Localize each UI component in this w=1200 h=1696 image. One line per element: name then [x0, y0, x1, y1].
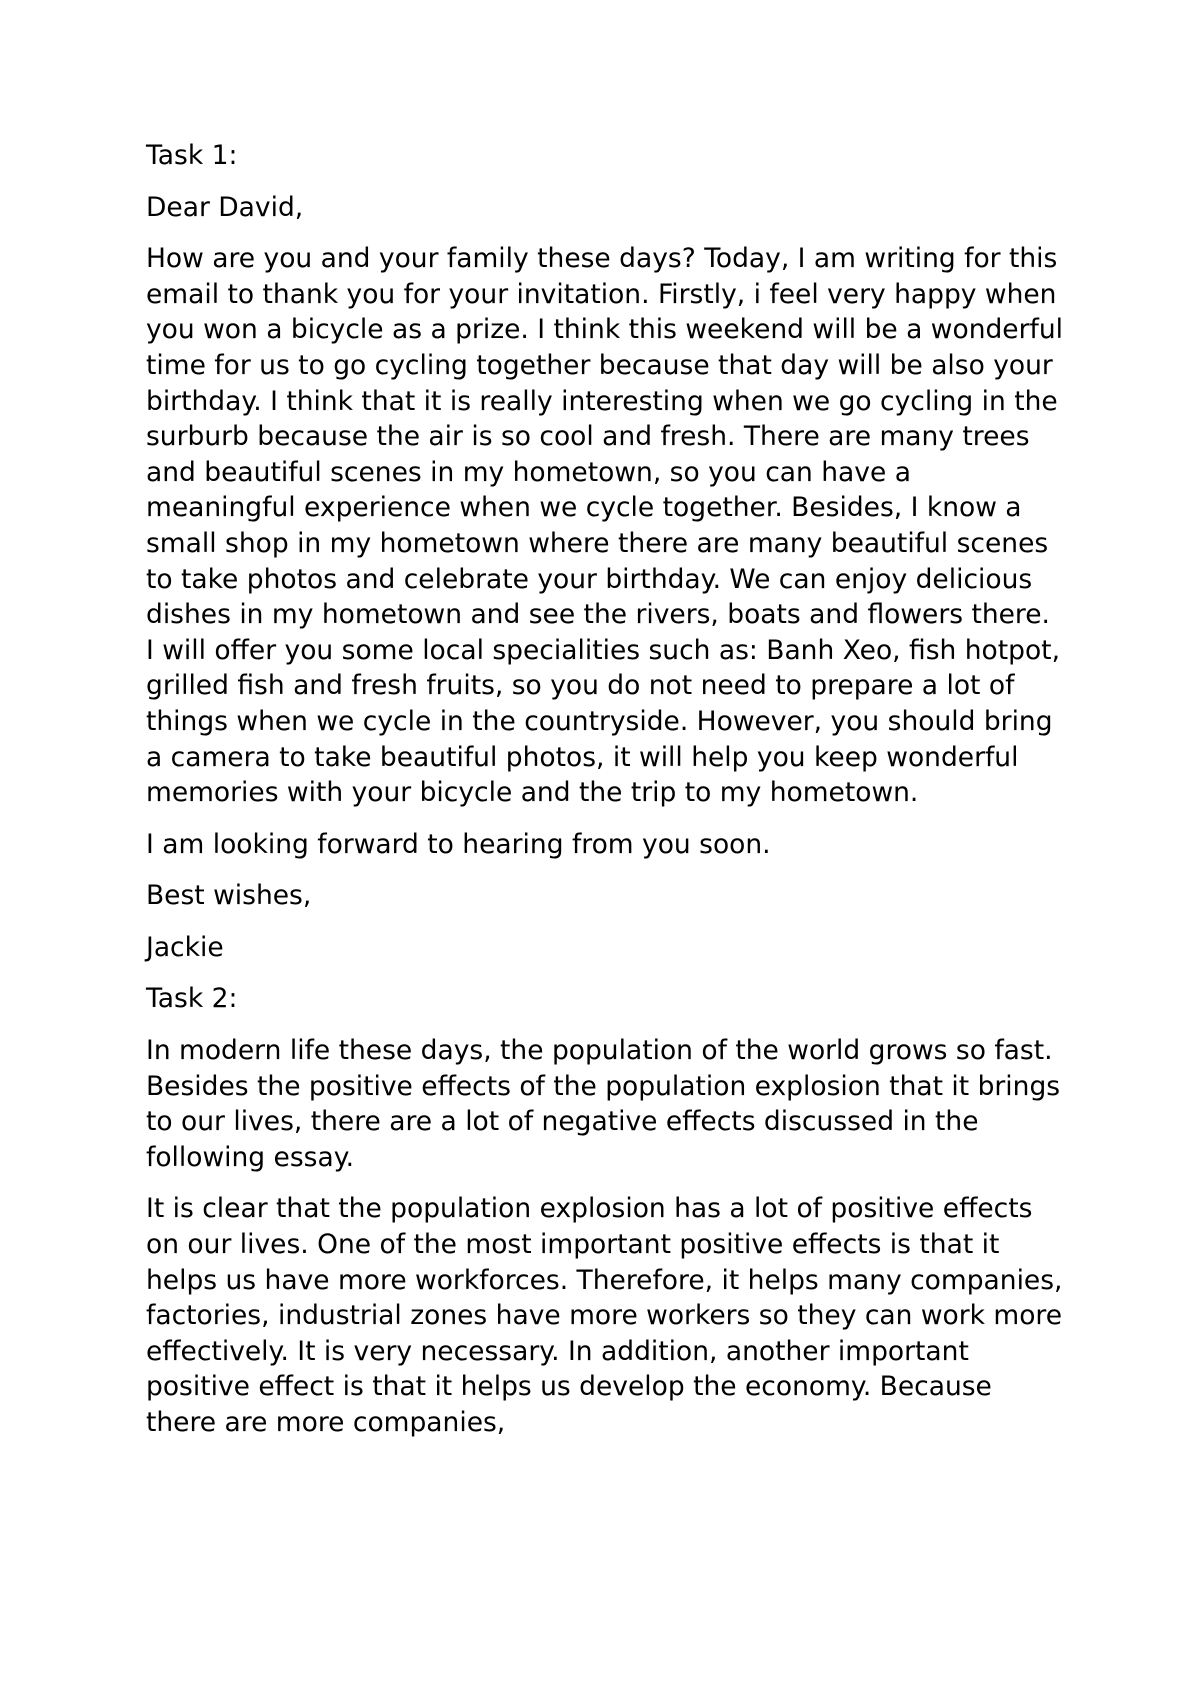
essay-intro-paragraph: In modern life these days, the population of the world grows so fast. Besides the positive effects of the population explosion that it brings to our lives, there are a lot of negative effects discussed in the following essay. [146, 1035, 1061, 1173]
letter-greeting: Dear David, [146, 191, 304, 223]
task2-heading: Task 2: [146, 983, 238, 1015]
essay-body-paragraph: It is clear that the population explosion has a lot of positive effects on our lives. One of the most important positive effects is that it helps us have more workforces. Therefore, it helps many companies, factories, industrial zones have more workers so they can work more effectively. It is very necessary. In addition, another important positive effect is that it helps us develop the economy. Because there are more companies, [146, 1193, 1063, 1438]
letter-signature: Jackie [146, 931, 224, 963]
letter-body-paragraph: How are you and your family these days? Today, I am writing for this email to thank you for your invitation. Firstly, i feel very happy when you won a bicycle as a prize. I think this weekend will be a wonderful time for us to go cycling together because that day will be also your birthday. I think that it is really interesting when we go cycling in the surburb because the air is so cool and fresh. There are many trees and beautiful scenes in my hometown, so you can have a meaningful experience when we cycle together. Besides, I know a small shop in my hometown where there are many beautiful scenes to take photos and celebrate your birthday. We can enjoy delicious dishes in my hometown and see the rivers, boats and flowers there. I will offer you some local specialities such as: Banh Xeo, fish hotpot, grilled fish and fresh fruits, so you do not need to prepare a lot of things when we cycle in the countryside. However, you should bring a camera to take beautiful photos, it will help you keep wonderful memories with your bicycle and the trip to my hometown. [146, 243, 1063, 809]
letter-closing-line: I am looking forward to hearing from you soon. [146, 828, 771, 860]
document-content [146, 138, 1066, 1457]
task1-heading: Task 1: [146, 140, 238, 171]
letter-sign-off: Best wishes, [146, 880, 312, 912]
